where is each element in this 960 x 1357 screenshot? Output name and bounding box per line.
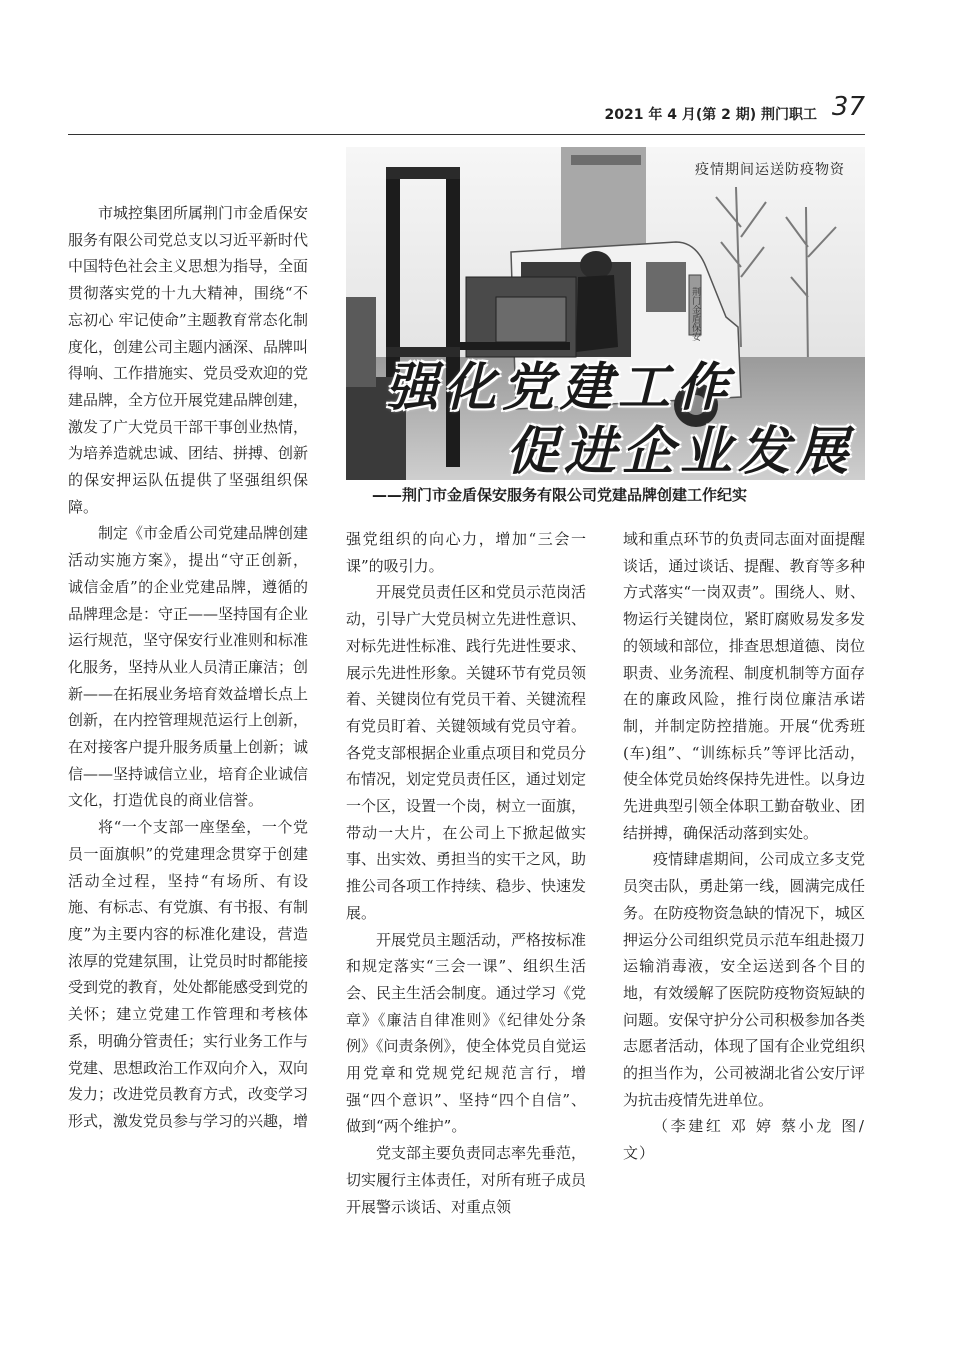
paragraph: 制定《市金盾公司党建品牌创建活动实施方案》，提出“守正创新，诚信金盾”的企业党建品牌，遵循的品牌理念是：守正——坚持国有企业运行规范，坚守保安行业准则和标准化服务，坚持从业人员清正廉洁；创新——在拓展业务培育效益增长点上创新，在内控管理规范运行上创新，在对接客户提升服务质量上创新；诚信——坚持诚信立业，培育企业诚信文化，打造优良的商业信誉。 <box>68 524 309 810</box>
paragraph: 疫情肆虐期间，公司成立多支党员突击队，勇赴第一线，圆满完成任务。在防疫物资急缺的情况下，城区押运分公司组织党员示范车组赴掇刀运输消毒液，安全运送到各个目的地，有效缓解了医院防疫物资短缺的问题。安保守护分公司积极参加各类志愿者活动，体现了国有企业党组织的担当作为，公司被湖北省公安厅评为抗击疫情先进单位。 <box>623 850 865 1109</box>
paragraph: 强党组织的向心力，增加“三会一课”的吸引力。 <box>346 530 586 575</box>
paragraph: 将“一个支部一座堡垒，一个党员一面旗帜”的党建理念贯穿于创建活动全过程，坚持“有场所、有设施、有标志、有党旗、有书报、有制度”为主要内容的标准化建设，营造浓厚的党建氛围，让党员时时都能接受到党的教育，处处都能感受到党的关怀；建立党建工作管理和考核体系，明确分管责任；实行业务工作与党建、思想政治工作双向介入，双向发力；改进党员教育方式，改变学习形式，激发党员参与学习的兴趣，增 <box>68 818 309 1130</box>
paragraph: 开展党员主题活动，严格按标准和规定落实“三会一课”、组织生活会、民主生活会制度。通过学习《党章》《廉洁自律准则》《纪律处分条例》《问责条例》，使全体党员自觉运用党章和党规党纪规范言行，增强“四个意识”、坚持“四个自信”、做到“两个维护”。 <box>346 930 587 1136</box>
text-column-3 <box>623 526 865 1167</box>
van-label: 荆门金盾保安 <box>690 287 700 341</box>
author-byline: （李建红 邓 婷 蔡小龙 图/文） <box>623 1117 865 1163</box>
paragraph: 域和重点环节的负责同志面对面提醒谈话，通过谈话、提醒、教育等多种方式落实“一岗双责”。围绕人、财、物运行关键岗位，紧盯腐败易发多发的领域和部位，排查思想道德、岗位职责、业务流程、制度机制等方面存在的廉政风险，推行岗位廉洁承诺制，并制定防控措施。开展“优秀班(车)组”、“训练标兵”等评比活动，使全体党员始终保持先进性。以身边先进典型引领全体职工勤奋敬业、团结拼搏，确保活动落到实处。 <box>623 530 865 842</box>
article-photo <box>346 147 865 480</box>
paragraph: 开展党员责任区和党员示范岗活动，引导广大党员树立先进性意识、对标先进性标准、践行先进性要求、展示先进性形象。关键环节有党员领着、关键岗位有党员干着、关键流程有党员盯着、关键领域有党员守着。各党支部根据企业重点项目和党员分布情况，划定党员责任区，通过划定一个区，设置一个岗，树立一面旗，带动一大片，在公司上下掀起做实事、出实效、勇担当的实干之风，助推公司各项工作持续、稳步、快速发展。 <box>346 583 587 922</box>
page-header <box>70 92 865 126</box>
paragraph: 党支部主要负责同志率先垂范，切实履行主体责任，对所有班子成员开展警示谈话、对重点领 <box>346 1144 587 1216</box>
text-column-1 <box>68 200 308 1135</box>
article-subtitle: ——荆门市金盾保安服务有限公司党建品牌创建工作纪实 <box>372 486 748 504</box>
text-column-2 <box>346 526 586 1220</box>
photo-caption: 疫情期间运送防疫物资 <box>695 162 845 178</box>
paragraph: 市城控集团所属荆门市金盾保安服务有限公司党总支以习近平新时代中国特色社会主义思想为指导，全面贯彻落实党的十九大精神，围绕“不忘初心 牢记使命”主题教育常态化制度化，创建公司主题内涵深、品牌叫得响、工作措施实、党员受欢迎的党建品牌，全方位开展党建品牌创建，激发了广大党员干部干事创业热情，为培养造就忠诚、团结、拼搏、创新的保安押运队伍提供了坚强组织保障。 <box>68 204 309 516</box>
headline-line-2: 促进企业发展 <box>506 421 855 480</box>
issue-label: 2021 年 4 月(第 2 期) 荆门职工 <box>604 107 817 123</box>
page-number: 37 <box>831 92 865 122</box>
headline-line-1: 强化党建工作 <box>386 357 735 418</box>
header-rule <box>68 134 865 135</box>
